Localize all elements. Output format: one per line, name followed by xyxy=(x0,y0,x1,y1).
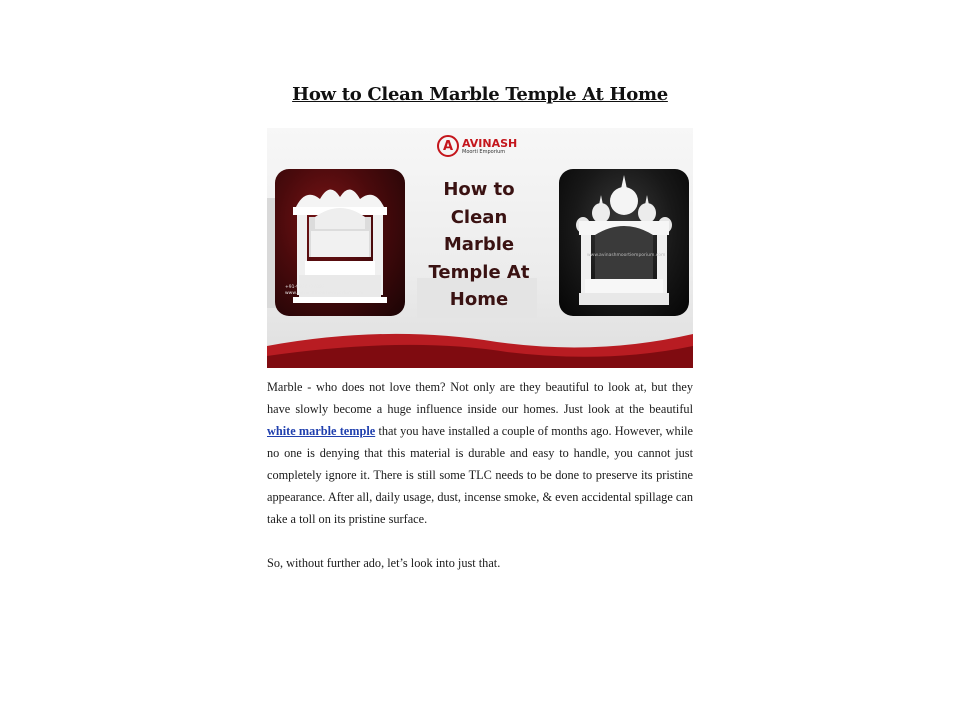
brand-logo xyxy=(437,132,517,160)
paragraph-text: that you have installed a couple of months ago. However, while no one is denying that this material is durable and easy to handle, you cannot just completely ignore it. There is still some TLC needs to be done to preserve its pristine appearance. After all, daily usage, dust, incense smoke, & even accidental spillage can take a toll on its pristine surface. xyxy=(267,424,693,526)
logo-name: AVINASH xyxy=(462,136,518,150)
white-marble-mandir-icon xyxy=(559,169,689,316)
page-title: How to Clean Marble Temple At Home xyxy=(292,84,668,105)
paragraph-transition: So, without further ado, let’s look into just that. xyxy=(267,556,501,570)
logo-tagline: Moorti Emporium xyxy=(462,148,506,155)
banner-heading: How to Clean Marble Temple At Home xyxy=(428,179,530,310)
photo-watermark-phone: +91-9828707082 xyxy=(285,285,325,290)
banner-wave-decoration xyxy=(267,328,693,368)
white-marble-temple-link[interactable]: white marble temple xyxy=(267,424,376,438)
paragraph-intro xyxy=(267,376,693,530)
temple-photo-left xyxy=(275,169,405,316)
photo-watermark-site: www.avinashmoortiemporium.com xyxy=(587,253,666,258)
paragraph-text: Marble - who does not love them? Not only are they beautiful to look at, but they have slowly become a huge influence inside our homes. Just look at the beautiful xyxy=(267,380,693,416)
photo-watermark-site: www.avinashmoortiemporium.com xyxy=(285,291,364,296)
hero-banner-image xyxy=(267,128,693,368)
logo-emblem-icon: A xyxy=(437,135,459,157)
article-body xyxy=(267,376,693,574)
temple-photo-right xyxy=(559,169,689,316)
